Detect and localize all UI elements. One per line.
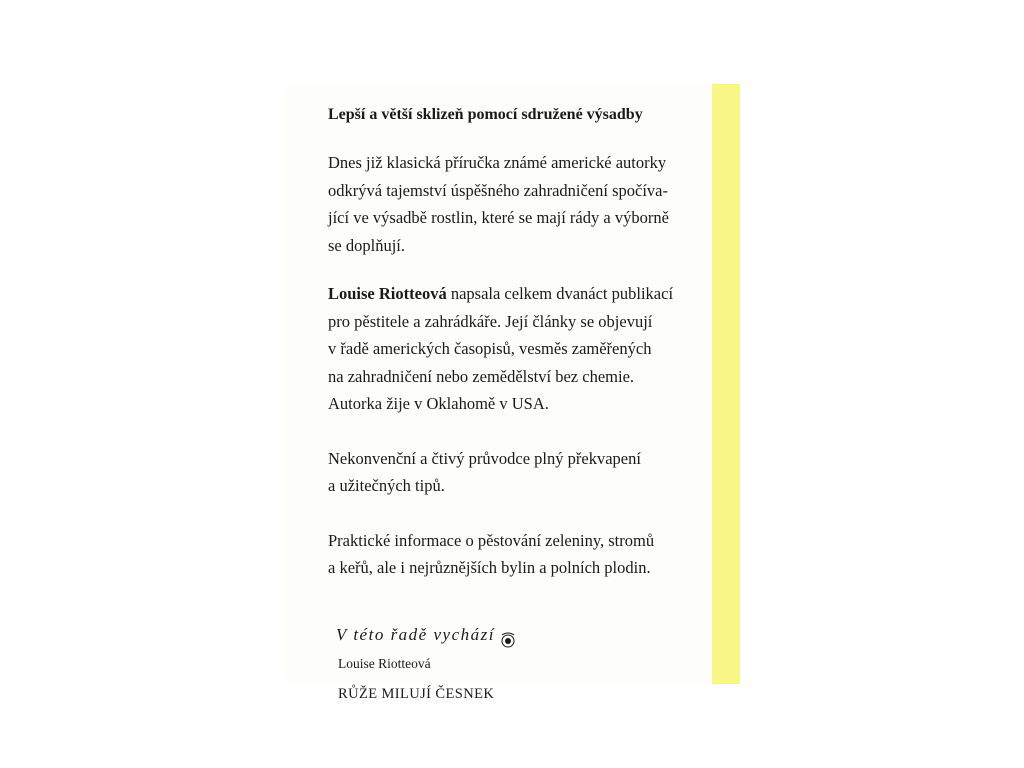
text-line: jící ve výsadbě rostlin, které se mají rády a výborně <box>328 208 669 227</box>
text-line: pro pěstitele a zahrádkáře. Její články se objevují <box>328 311 653 331</box>
info-paragraph <box>328 527 708 582</box>
cover-text <box>328 102 708 704</box>
series-book-title: RŮŽE MILUJÍ ČESNEK <box>338 685 495 702</box>
description-paragraph <box>328 149 708 259</box>
text-line: Dnes již klasická příručka známé americké autorky <box>328 153 667 172</box>
tagline-paragraph <box>328 445 708 500</box>
text-line: a užitečných tipů. <box>328 476 445 495</box>
text-line: Praktické informace o pěstování zeleniny, stromů <box>328 530 655 550</box>
text-line: se doplňují. <box>328 235 405 255</box>
series-heading <box>328 622 708 648</box>
text-fragment: napsala celkem dvanáct publikací <box>446 284 674 303</box>
author-bio-paragraph <box>328 280 708 418</box>
text-line: Nekonvenční a čtivý průvodce plný překvapení <box>328 448 641 468</box>
text-line: v řadě amerických časopisů, vesměs zaměřených <box>328 339 652 358</box>
text-line: na zahradničení nebo zemědělství bez chemie. <box>328 366 635 386</box>
series-author: Louise Riotteová <box>338 655 431 671</box>
text-line: a keřů, ale i nejrůznějších bylin a polních plodin. <box>328 558 651 577</box>
series-heading-text: V této řadě vychází <box>336 624 495 644</box>
publisher-seal-icon <box>498 630 518 650</box>
text-line: odkrývá tajemství úspěšného zahradničení spočíva- <box>328 180 668 200</box>
text-line: Autorka žije v Oklahomě v USA. <box>328 394 549 413</box>
author-name: Louise Riotteová <box>328 284 447 303</box>
book-subtitle: Lepší a větší sklizeň pomocí sdružené výsadby <box>328 106 643 123</box>
text-line <box>328 280 708 308</box>
right-yellow-stripe <box>712 84 740 684</box>
